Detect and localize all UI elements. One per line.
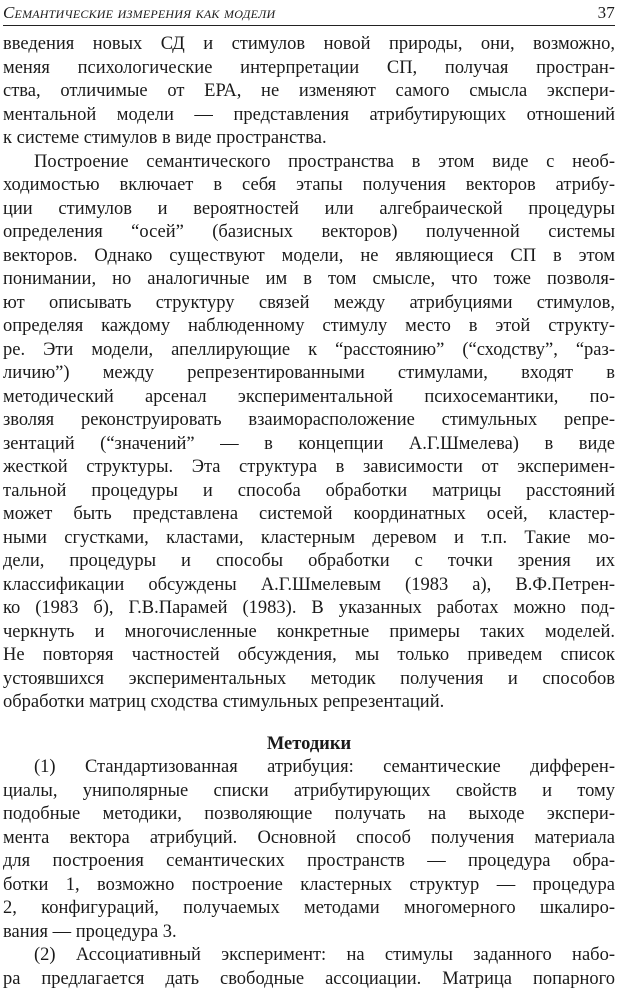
text-line: подобные методики, позволяющие получать на выходе экспери-: [3, 804, 615, 824]
text-line: циалы, униполярные списки атрибутирующих свойств и тому: [3, 780, 615, 801]
text-line: зволяя реконструировать взаиморасположение стимульных репре-: [3, 410, 615, 430]
text-line: мента вектора атрибуций. Основной способ получения материала: [3, 827, 615, 848]
text-line: устоявшихся экспериментальных методик получения и способов: [3, 668, 615, 689]
text-line: ции стимулов и вероятностей или алгебраической процедуры: [3, 198, 615, 219]
text-line: личию”) между репрезентированными стимулами, входят в: [3, 363, 615, 383]
text-line: вания — процедура 3.: [3, 921, 177, 942]
text-line: зентаций (“значений” — в концепции А.Г.Шмелева) в виде: [3, 433, 615, 454]
paragraph-3: [3, 756, 615, 944]
running-header: [3, 2, 615, 24]
running-title: Семантические измерения как модели: [3, 3, 276, 22]
text-line: ра предлагается дать свободные ассоциации. Матрица попарного: [3, 968, 615, 989]
text-line: тальной процедуры и способа обработки матрицы расстояний: [3, 480, 615, 501]
text-line: Не повторяя частностей обсуждения, мы только приведем список: [3, 645, 615, 665]
section-heading: Методики: [266, 733, 352, 754]
text-line: к системе стимулов в виде пространства.: [3, 128, 327, 148]
paragraph-1: [3, 33, 615, 151]
page-number: 37: [597, 3, 615, 22]
text-line: жесткой структуры. Эта структура в зависимости от эксперимен-: [3, 457, 615, 477]
text-line: черкнуть и многочисленные конкретные примеры таких моделей.: [3, 621, 615, 642]
text-line: (2) Ассоциативный эксперимент: на стимулы заданного набо-: [34, 945, 615, 965]
text-line: Построение семантического пространства в этом виде с необ-: [34, 151, 615, 172]
text-line: меняя психологические интерпретации СП, получая простран-: [3, 57, 615, 78]
text-line: обработки матриц сходства стимульных репрезентаций.: [3, 692, 445, 712]
text-line: ными сгустками, кластами, кластерным деревом и т.п. Такие мо-: [3, 527, 615, 548]
text-line: ходимостью включает в себя этапы получения векторов атрибу-: [3, 175, 615, 195]
text-line: 2, конфигураций, получаемых методами многомерного шкалиро-: [3, 898, 615, 918]
text-line: методический арсенал экспериментальной психосемантики, по-: [3, 386, 615, 407]
paragraph-4: [3, 944, 615, 991]
page-body: [3, 33, 615, 991]
text-line: ют описывать структуру связей между атрибуциями стимулов,: [3, 292, 615, 313]
text-line: ментальной модели — представления атрибутирующих отношений: [3, 104, 615, 125]
text-line: понимании, но аналогичные им в том смысле, что тоже позволя-: [3, 269, 615, 289]
text-line: ства, отличимые от ЕРА, не изменяют самого смысла экспери-: [3, 81, 615, 101]
text-line: ре. Эти модели, апеллирующие к “расстоянию” (“сходству”, “раз-: [3, 339, 615, 360]
text-line: введения новых СД и стимулов новой природы, они, возможно,: [3, 34, 615, 54]
text-line: ко (1983 б), Г.В.Парамей (1983). В указанных работах можно под-: [3, 598, 615, 618]
paragraph-2: [3, 151, 615, 715]
text-line: дели, процедуры и способы обработки с точки зрения их: [3, 551, 615, 571]
text-line: для построения семантических пространств — процедура обра-: [3, 851, 615, 871]
text-line: классификации обсуждены А.Г.Шмелевым (1983 а), В.Ф.Петрен-: [3, 574, 615, 595]
text-line: определяя каждому наблюденному стимулу место в этой структу-: [3, 316, 615, 336]
header-rule: [3, 25, 615, 26]
text-line: определения “осей” (базисных векторов) полученной системы: [3, 222, 615, 242]
text-line: может быть представлена системой координатных осей, кластер-: [3, 504, 615, 524]
text-line: векторов. Однако существуют модели, не являющиеся СП в этом: [3, 245, 615, 266]
text-line: (1) Стандартизованная атрибуция: семантические дифферен-: [34, 757, 615, 777]
text-line: ботки 1, возможно построение кластерных структур — процедура: [3, 874, 615, 895]
